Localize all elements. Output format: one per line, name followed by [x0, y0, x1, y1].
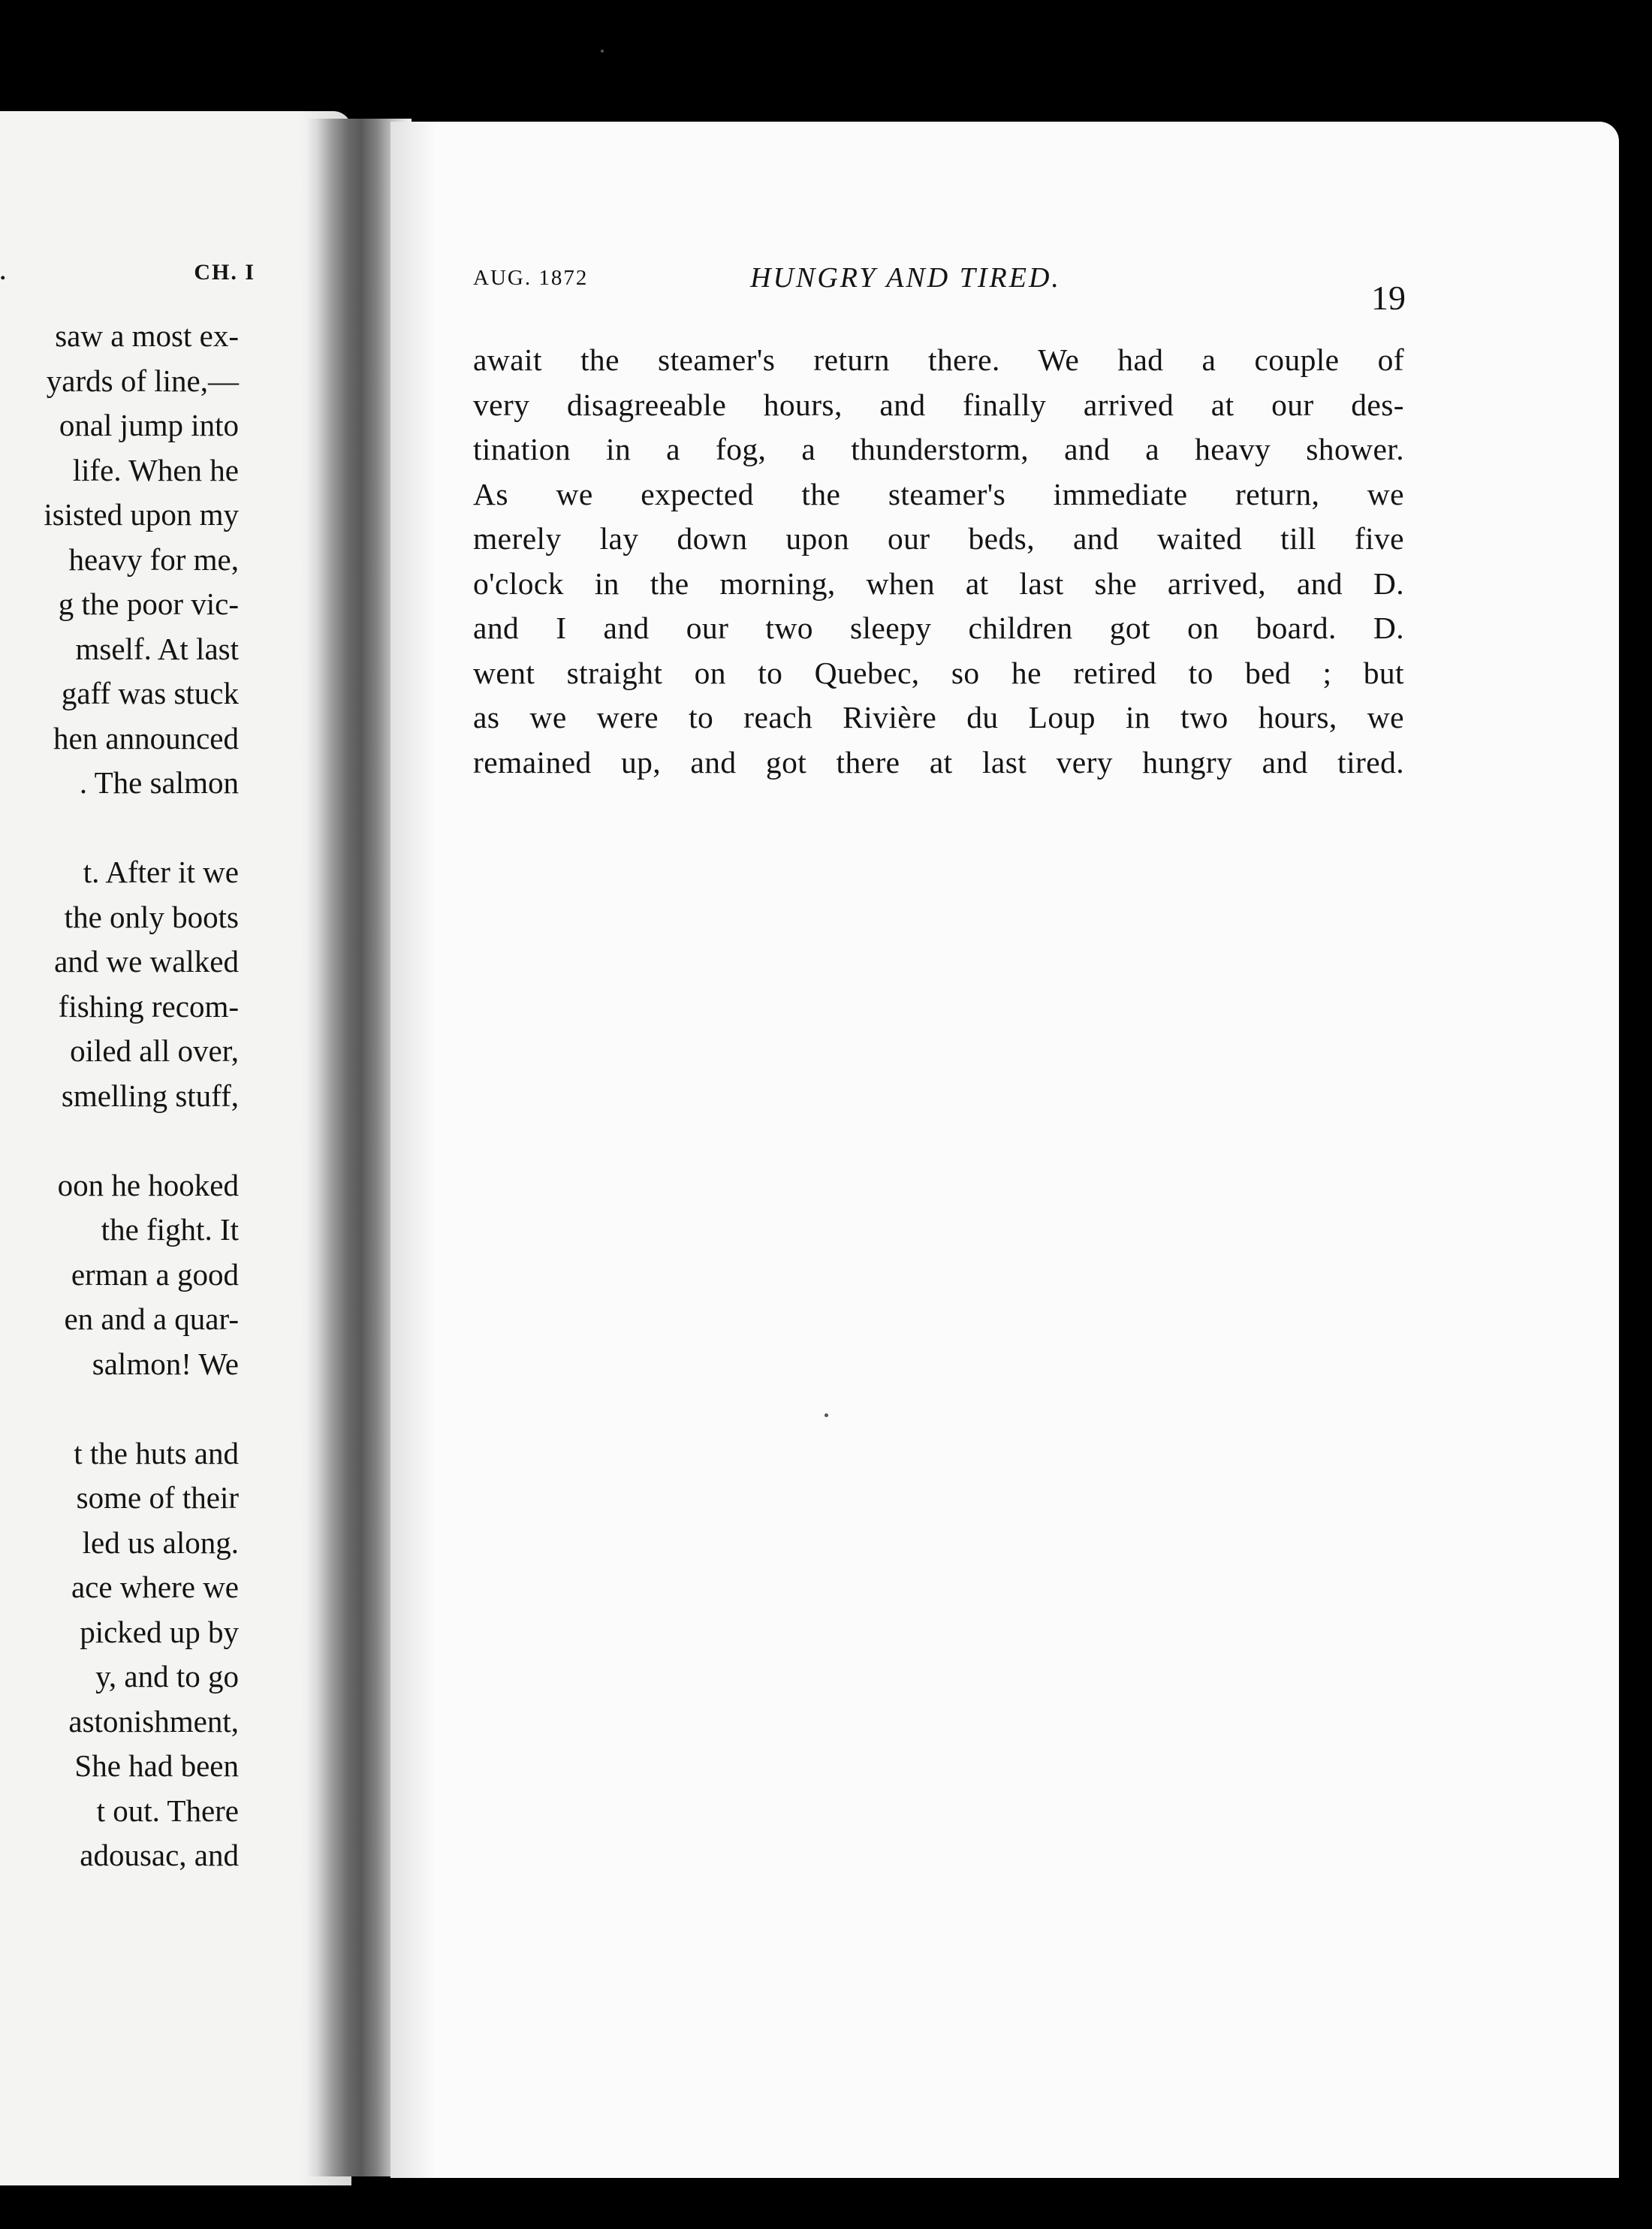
- left-text-line: yards of line,—: [46, 363, 239, 398]
- left-text-line: led us along.: [82, 1525, 239, 1560]
- left-text-line: saw a most ex-: [55, 318, 239, 353]
- left-text-line: ace where we: [71, 1570, 239, 1604]
- body-text-line: As we expected the steamer's immediate return, we: [473, 476, 1404, 511]
- left-text-line: the only boots: [64, 899, 239, 934]
- left-text-line: some of their: [76, 1480, 239, 1515]
- left-text-line: gaff was stuck: [61, 676, 239, 710]
- left-text-line: picked up by: [80, 1614, 239, 1649]
- left-chapter-label: CH. I: [194, 260, 255, 285]
- left-text-line: en and a quar-: [64, 1302, 239, 1336]
- left-text-line: y, and to go: [95, 1659, 239, 1694]
- page-number: 19: [1371, 279, 1406, 317]
- body-text-line: await the steamer's return there. We had a couple of: [473, 342, 1404, 377]
- left-text-line: erman a good: [71, 1256, 239, 1292]
- left-text-line: isisted upon my: [44, 497, 239, 532]
- body-text-line: remained up, and got there at last very hungry and tired.: [473, 744, 1404, 780]
- left-text-line: [0, 1118, 239, 1163]
- left-text-line: salmon! We: [92, 1346, 239, 1381]
- left-text-line: the fight. It: [101, 1212, 239, 1247]
- body-text-line: and I and our two sleepy children got on board. D.: [473, 611, 1404, 645]
- left-page: [0, 111, 351, 2185]
- left-text-line: g the poor vic-: [58, 587, 239, 621]
- left-text-line: smelling stuff,: [61, 1078, 239, 1113]
- left-text-line: t out. There: [96, 1793, 239, 1828]
- right-page: [390, 122, 1619, 2178]
- left-text-line: life. When he: [72, 452, 239, 487]
- body-text-line: o'clock in the morning, when at last she arrived, and D.: [473, 566, 1404, 601]
- body-text-line: went straight on to Quebec, so he retired to bed ; but: [473, 655, 1404, 690]
- left-text-line: adousac, and: [80, 1838, 239, 1872]
- body-text-line: merely lay down upon our beds, and waited till five: [473, 521, 1404, 556]
- left-text-line: . The salmon: [79, 765, 239, 800]
- scan-speck: [824, 1413, 828, 1417]
- left-text-line: mself. At last: [75, 631, 239, 666]
- body-text-line: very disagreeable hours, and finally arrived at our des-: [473, 387, 1404, 422]
- left-text-line: t. After it we: [83, 855, 239, 889]
- body-text-line: as we were to reach Rivière du Loup in two hours, we: [473, 700, 1404, 734]
- left-text-line: heavy for me,: [68, 541, 239, 577]
- left-text-line: t the huts and: [74, 1435, 239, 1470]
- left-text-line: hen announced: [53, 720, 239, 756]
- left-page-text: [0, 314, 239, 1878]
- left-text-line: [0, 1386, 239, 1431]
- running-head: [473, 262, 1449, 318]
- left-header-fragment: .: [0, 260, 6, 285]
- running-head-title: HUNGRY AND TIRED.: [750, 262, 1061, 294]
- left-text-line: [0, 806, 239, 851]
- left-text-line: onal jump into: [59, 408, 239, 442]
- left-text-line: oon he hooked: [57, 1167, 239, 1202]
- running-head-date: AUG. 1872: [473, 266, 589, 290]
- left-text-line: fishing recom-: [58, 988, 239, 1024]
- left-text-line: She had been: [74, 1748, 239, 1783]
- left-text-line: and we walked: [54, 944, 239, 979]
- scan-speck: [601, 50, 604, 53]
- left-text-line: astonishment,: [68, 1703, 239, 1739]
- body-text-line: tination in a fog, a thunderstorm, and a heavy shower.: [473, 432, 1404, 466]
- body-text: [473, 338, 1404, 785]
- left-running-head: [0, 260, 351, 290]
- left-text-line: oiled all over,: [70, 1033, 239, 1068]
